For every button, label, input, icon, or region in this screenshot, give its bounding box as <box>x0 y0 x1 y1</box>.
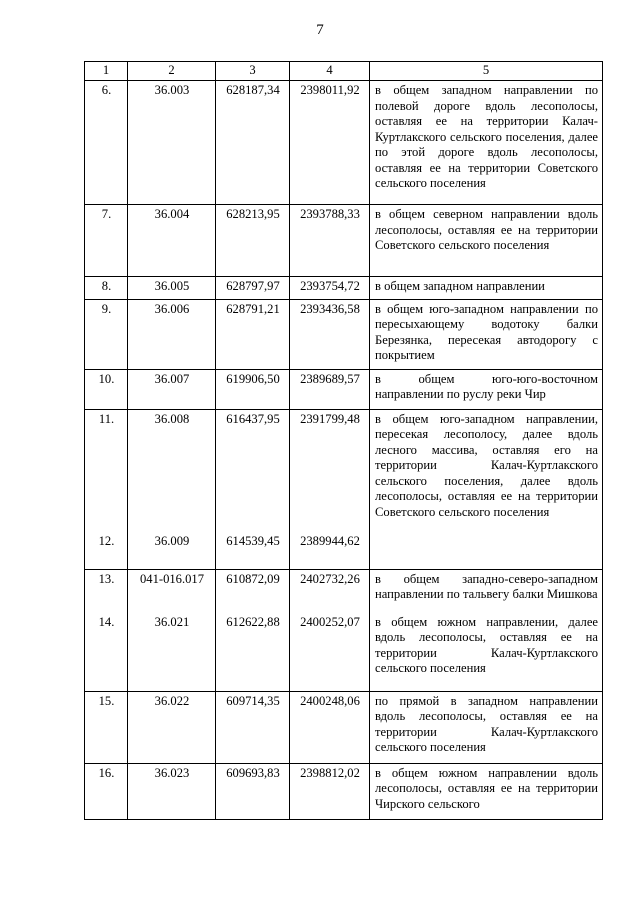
row-number: 6. <box>85 81 128 205</box>
boundary-description: в общем южном направлении, далее вдоль лесополосы, оставляя ее на территории Калач-Куртлакского сельского поселения <box>375 614 598 675</box>
coord-y: 2393754,72 <box>290 277 370 300</box>
row-number: 9. <box>85 299 128 369</box>
coord-y: 2391799,48 <box>300 411 360 426</box>
coord-x: 628187,34 <box>216 81 290 205</box>
coord-x: 612622,88 <box>226 615 280 629</box>
row-number: 7. <box>85 205 128 277</box>
point-code: 041-016.017 <box>139 571 204 586</box>
point-code: 36.009 <box>154 534 190 548</box>
row-number: 15. <box>85 691 128 763</box>
table-header-row <box>85 62 603 81</box>
point-code: 36.006 <box>128 299 216 369</box>
header-cell: 4 <box>290 62 370 81</box>
coord-x: 619906,50 <box>216 369 290 409</box>
coord-x: 614539,45 <box>226 534 280 548</box>
boundary-table <box>84 61 603 820</box>
row-number: 12. <box>98 534 115 548</box>
coord-y: 2402732,26 <box>300 571 360 586</box>
coord-x: 628797,97 <box>216 277 290 300</box>
table-row <box>85 277 603 300</box>
point-code: 36.007 <box>128 369 216 409</box>
row-number: 14. <box>98 615 115 629</box>
boundary-description: в общем западном направлении по полевой дороге вдоль лесополосы, оставляя ее на территории Калач-Куртлакского сельского поселения, далее по этой дороге вдоль лесополосы, оставляя ее на территории Советского сельского поселения <box>370 81 603 205</box>
coord-x: 628213,95 <box>216 205 290 277</box>
coord-y: 2398011,92 <box>290 81 370 205</box>
coord-x: 610872,09 <box>226 571 280 586</box>
point-code: 36.021 <box>154 615 190 629</box>
header-cell: 5 <box>370 62 603 81</box>
table-row <box>85 569 603 691</box>
coord-y: 2389689,57 <box>290 369 370 409</box>
point-code: 36.008 <box>154 411 190 426</box>
coord-y: 2393788,33 <box>290 205 370 277</box>
row-number: 13. <box>98 571 115 586</box>
header-cell: 3 <box>216 62 290 81</box>
boundary-description: в общем юго-западном направлении по пересыхающему водотоку балки Березянка, пересекая автодорогу с покрытием <box>370 299 603 369</box>
header-cell: 1 <box>85 62 128 81</box>
coord-y: 2389944,62 <box>300 534 360 548</box>
coord-x: 616437,95 <box>226 411 280 426</box>
table-row <box>85 763 603 819</box>
point-code: 36.023 <box>128 763 216 819</box>
table-row <box>85 691 603 763</box>
boundary-description: в общем южном направлении вдоль лесополосы, оставляя ее на территории Чирского сельского <box>370 763 603 819</box>
boundary-description: в общем юго-юго-восточном направлении по руслу реки Чир <box>370 369 603 409</box>
coord-y: 2398812,02 <box>290 763 370 819</box>
boundary-description: в общем юго-западном направлении, пересекая лесополосу, далее вдоль лесного массива, оставляя его на территории Калач-Куртлакского сельского поселения, далее вдоль лесополосы, оставляя ее на территории Советского сельского поселения <box>370 409 603 569</box>
coord-y: 2400248,06 <box>290 691 370 763</box>
row-number: 10. <box>85 369 128 409</box>
coord-x: 609714,35 <box>216 691 290 763</box>
boundary-description: в общем западно-северо-западном направлении по тальвегу балки Мишкова <box>375 571 598 601</box>
table-row <box>85 299 603 369</box>
boundary-description: в общем западном направлении <box>370 277 603 300</box>
coord-y: 2400252,07 <box>300 615 360 629</box>
point-code: 36.003 <box>128 81 216 205</box>
point-code: 36.022 <box>128 691 216 763</box>
coord-x: 628791,21 <box>216 299 290 369</box>
point-code: 36.005 <box>128 277 216 300</box>
page-number: 7 <box>316 22 324 38</box>
table-row <box>85 81 603 205</box>
table-row <box>85 369 603 409</box>
coord-x: 609693,83 <box>216 763 290 819</box>
coord-y: 2393436,58 <box>290 299 370 369</box>
header-cell: 2 <box>128 62 216 81</box>
row-number: 8. <box>85 277 128 300</box>
row-number: 16. <box>85 763 128 819</box>
boundary-description: по прямой в западном направлении вдоль лесополосы, оставляя ее на территории Калач-Куртлакского сельского поселения <box>370 691 603 763</box>
row-number: 11. <box>98 411 115 426</box>
table-row <box>85 205 603 277</box>
table-row <box>85 409 603 569</box>
point-code: 36.004 <box>128 205 216 277</box>
boundary-description: в общем северном направлении вдоль лесополосы, оставляя ее на территории Советского сельского поселения <box>370 205 603 277</box>
